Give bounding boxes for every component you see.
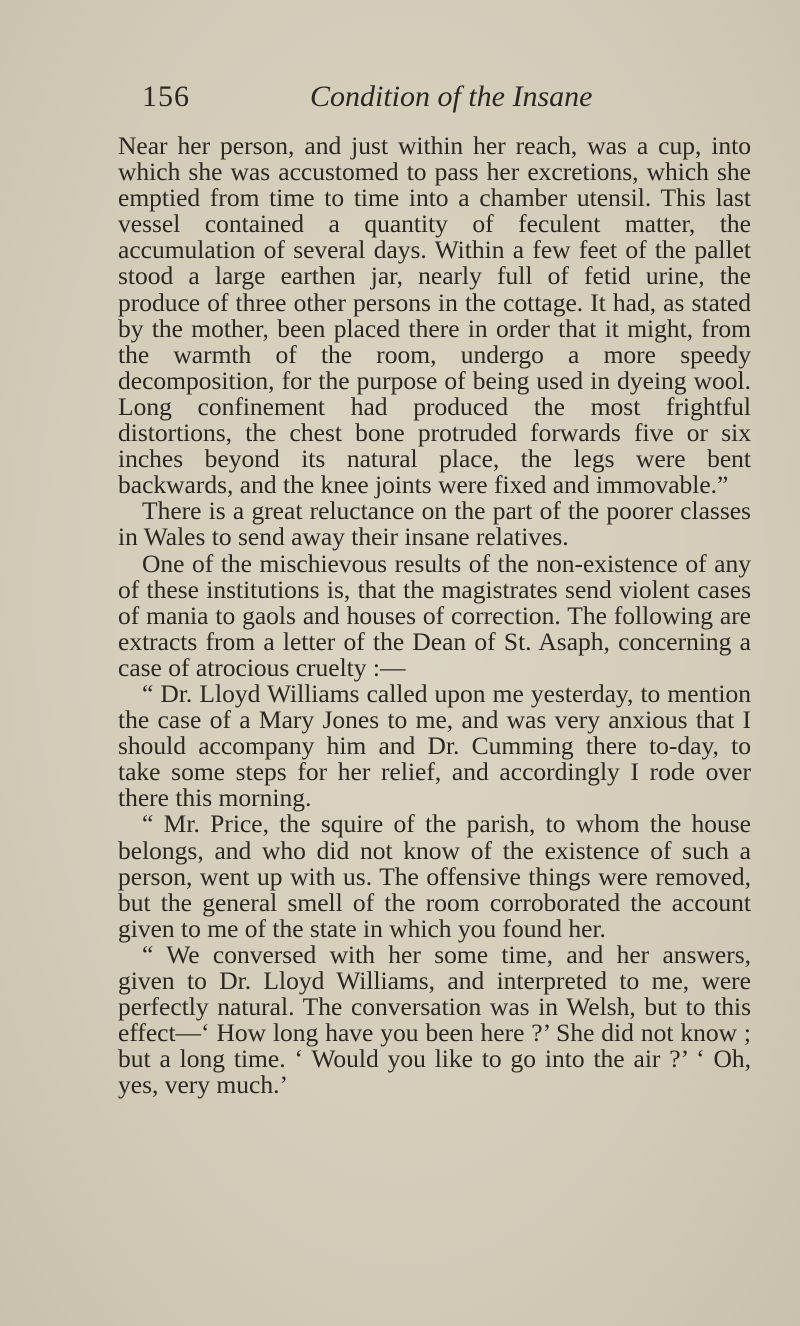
- page-header: [118, 80, 718, 120]
- page-number: 156: [142, 80, 190, 113]
- running-title: Condition of the Insane: [310, 80, 593, 113]
- paragraph-4: “ Dr. Lloyd Williams called upon me yesterday, to mention the case of a Mary Jones to me, and was very anxious that I should accompany him and Dr. Cumming there to-day, to take some steps for her relief, and accordingly I rode over there this morning.: [118, 678, 751, 813]
- body-text: [118, 133, 751, 1098]
- paragraph-1: Near her person, and just within her reach, was a cup, into which she was accustomed to pass her excretions, which she emptied from time to time into a chamber utensil. This last vessel contained a quantity of feculent matter, the accumulation of several days. Within a few feet of the pallet stood a large earthen jar, nearly full of fetid urine, the produce of three other persons in the cottage. It had, as stated by the mother, been placed there in order that it might, from the warmth of the room, undergo a more speedy decomposition, for the purpose of being used in dyeing wool. Long confinement had produced the most frightful distortions, the chest bone protruded forwards five or six inches beyond its natural place, the legs were bent backwards, and the knee joints were fixed and immovable.”: [118, 131, 751, 500]
- paragraph-5: “ Mr. Price, the squire of the parish, to whom the house belongs, and who did not know of the existence of such a person, went up with us. The offensive things were removed, but the general smell of the room corroborated the account given to me of the state in which you found her.: [118, 809, 751, 943]
- paragraph-3: One of the mischievous results of the non-existence of any of these institutions is, that the magistrates send violent cases of mania to gaols and houses of correction. The following are extracts from a letter of the Dean of St. Asaph, concerning a case of atrocious cruelty :—: [118, 548, 751, 682]
- paragraph-2: There is a great reluctance on the part of the poorer classes in Wales to send away their insane relatives.: [118, 496, 751, 552]
- paragraph-6: “ We conversed with her some time, and her answers, given to Dr. Lloyd Williams, and interpreted to me, were perfectly natural. The conversation was in Welsh, but to this effect—‘ How long have you been here ?’ She did not know ; but a long time. ‘ Would you like to go into the air ?’ ‘ Oh, yes, very much.’: [118, 939, 751, 1100]
